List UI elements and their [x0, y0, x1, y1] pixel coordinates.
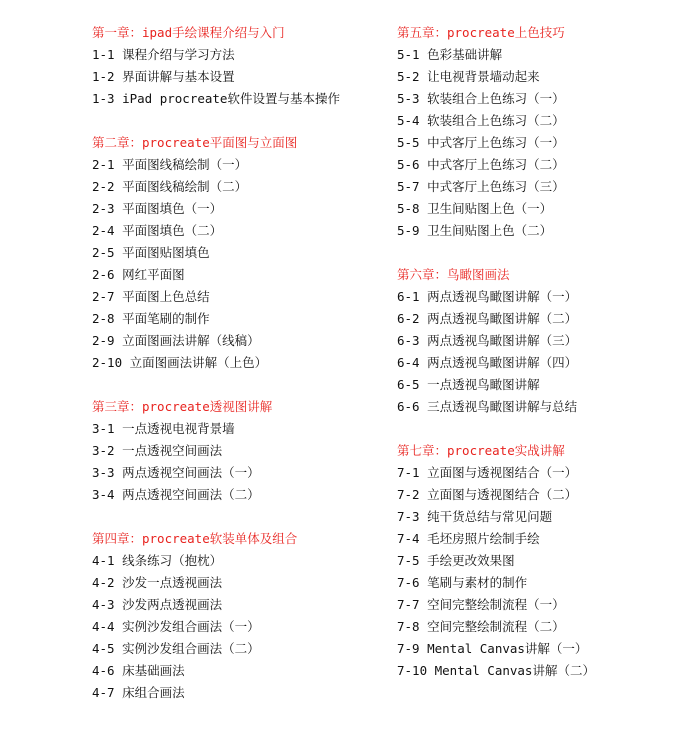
left-column: [92, 22, 382, 704]
lesson-item[interactable]: 4-2 沙发一点透视画法: [92, 575, 223, 590]
chapter-title: 第一章：ipad手绘课程介绍与入门: [92, 25, 285, 40]
lesson-item[interactable]: 1-1 课程介绍与学习方法: [92, 47, 235, 62]
lesson-item[interactable]: 4-4 实例沙发组合画法（一）: [92, 619, 260, 634]
lesson-item[interactable]: 5-4 软装组合上色练习（二）: [397, 113, 565, 128]
lesson-list: [92, 418, 382, 506]
lesson-item[interactable]: 2-5 平面图贴图填色: [92, 245, 210, 260]
lesson-item[interactable]: 3-2 一点透视空间画法: [92, 443, 223, 458]
lesson-list: [397, 462, 687, 682]
lesson-item[interactable]: 2-4 平面图填色（二）: [92, 223, 223, 238]
chapter-3: [92, 396, 382, 506]
chapter-title: 第六章：鸟瞰图画法: [397, 267, 510, 282]
lesson-item[interactable]: 5-5 中式客厅上色练习（一）: [397, 135, 565, 150]
lesson-item[interactable]: 2-10 立面图画法讲解（上色）: [92, 355, 268, 370]
right-column: [397, 22, 687, 682]
lesson-item[interactable]: 7-2 立面图与透视图结合（二）: [397, 487, 578, 502]
chapter-4: [92, 528, 382, 704]
lesson-item[interactable]: 2-7 平面图上色总结: [92, 289, 210, 304]
chapter-title: 第三章：procreate透视图讲解: [92, 399, 273, 414]
chapter-title: 第七章：procreate实战讲解: [397, 443, 565, 458]
lesson-list: [92, 550, 382, 704]
lesson-item[interactable]: 2-1 平面图线稿绘制（一）: [92, 157, 248, 172]
lesson-item[interactable]: 5-9 卫生间贴图上色（二）: [397, 223, 553, 238]
lesson-list: [397, 286, 687, 418]
lesson-item[interactable]: 1-2 界面讲解与基本设置: [92, 69, 235, 84]
lesson-item[interactable]: 6-6 三点透视鸟瞰图讲解与总结: [397, 399, 578, 414]
lesson-item[interactable]: 6-3 两点透视鸟瞰图讲解（三）: [397, 333, 578, 348]
lesson-item[interactable]: 1-3 iPad procreate软件设置与基本操作: [92, 91, 340, 106]
lesson-item[interactable]: 3-1 一点透视电视背景墙: [92, 421, 235, 436]
lesson-item[interactable]: 7-8 空间完整绘制流程（二）: [397, 619, 565, 634]
lesson-item[interactable]: 6-1 两点透视鸟瞰图讲解（一）: [397, 289, 578, 304]
lesson-item[interactable]: 4-3 沙发两点透视画法: [92, 597, 223, 612]
lesson-item[interactable]: 5-3 软装组合上色练习（一）: [397, 91, 565, 106]
lesson-item[interactable]: 5-6 中式客厅上色练习（二）: [397, 157, 565, 172]
chapter-6: [397, 264, 687, 418]
chapter-5: [397, 22, 687, 242]
lesson-item[interactable]: 2-9 立面图画法讲解（线稿）: [92, 333, 260, 348]
chapter-title: 第二章：procreate平面图与立面图: [92, 135, 298, 150]
lesson-item[interactable]: 5-8 卫生间贴图上色（一）: [397, 201, 553, 216]
lesson-item[interactable]: 3-4 两点透视空间画法（二）: [92, 487, 260, 502]
lesson-list: [92, 154, 382, 374]
lesson-item[interactable]: 7-7 空间完整绘制流程（一）: [397, 597, 565, 612]
lesson-item[interactable]: 7-3 纯干货总结与常见问题: [397, 509, 553, 524]
lesson-item[interactable]: 6-2 两点透视鸟瞰图讲解（二）: [397, 311, 578, 326]
lesson-item[interactable]: 2-6 网红平面图: [92, 267, 185, 282]
chapter-title: 第四章：procreate软装单体及组合: [92, 531, 298, 546]
lesson-item[interactable]: 7-1 立面图与透视图结合（一）: [397, 465, 578, 480]
lesson-item[interactable]: 3-3 两点透视空间画法（一）: [92, 465, 260, 480]
lesson-item[interactable]: 7-4 毛坯房照片绘制手绘: [397, 531, 540, 546]
lesson-item[interactable]: 2-2 平面图线稿绘制（二）: [92, 179, 248, 194]
lesson-list: [92, 44, 382, 110]
lesson-item[interactable]: 5-7 中式客厅上色练习（三）: [397, 179, 565, 194]
lesson-item[interactable]: 2-8 平面笔刷的制作: [92, 311, 210, 326]
lesson-item[interactable]: 2-3 平面图填色（一）: [92, 201, 223, 216]
lesson-item[interactable]: 7-10 Mental Canvas讲解（二）: [397, 663, 595, 678]
lesson-item[interactable]: 4-1 线条练习（抱枕）: [92, 553, 223, 568]
lesson-item[interactable]: 6-4 两点透视鸟瞰图讲解（四）: [397, 355, 578, 370]
lesson-item[interactable]: 4-7 床组合画法: [92, 685, 185, 700]
lesson-list: [397, 44, 687, 242]
lesson-item[interactable]: 6-5 一点透视鸟瞰图讲解: [397, 377, 540, 392]
lesson-item[interactable]: 5-1 色彩基础讲解: [397, 47, 503, 62]
lesson-item[interactable]: 4-5 实例沙发组合画法（二）: [92, 641, 260, 656]
lesson-item[interactable]: 5-2 让电视背景墙动起来: [397, 69, 540, 84]
chapter-2: [92, 132, 382, 374]
lesson-item[interactable]: 7-6 笔刷与素材的制作: [397, 575, 528, 590]
chapter-1: [92, 22, 382, 110]
lesson-item[interactable]: 7-9 Mental Canvas讲解（一）: [397, 641, 588, 656]
lesson-item[interactable]: 7-5 手绘更改效果图: [397, 553, 515, 568]
chapter-title: 第五章：procreate上色技巧: [397, 25, 565, 40]
chapter-7: [397, 440, 687, 682]
lesson-item[interactable]: 4-6 床基础画法: [92, 663, 185, 678]
